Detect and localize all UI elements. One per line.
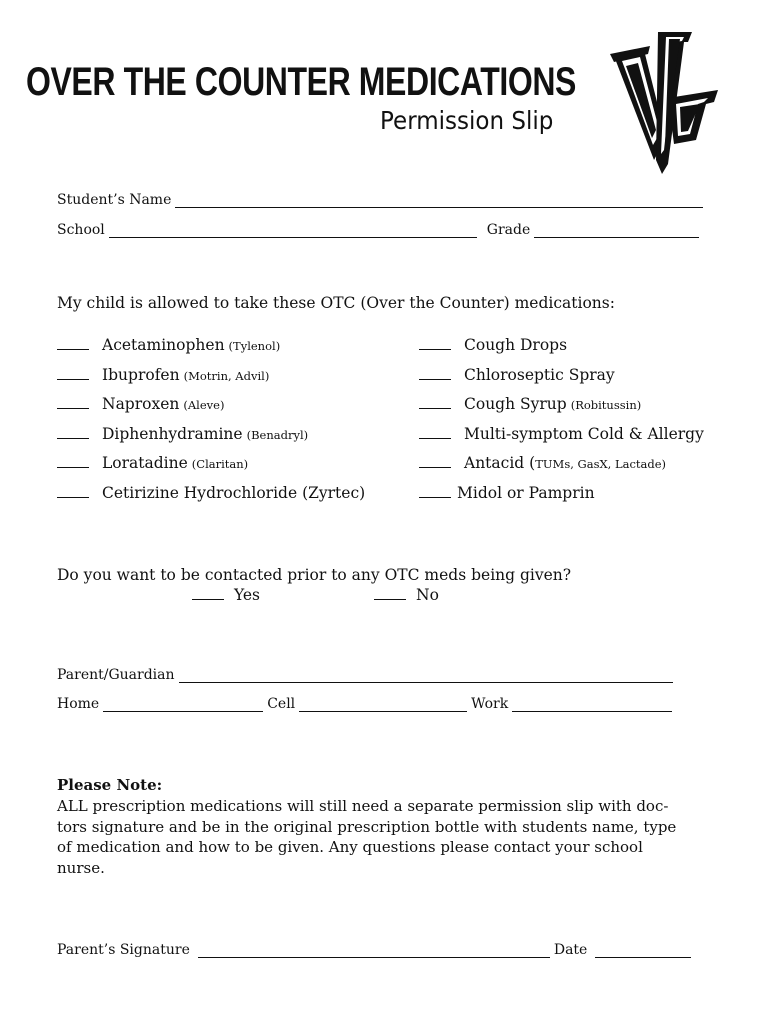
school-field[interactable] <box>57 222 703 238</box>
checkbox-blank[interactable] <box>419 337 451 350</box>
medication-item[interactable]: Naproxen (Aleve) <box>57 395 369 425</box>
school-label: School <box>57 222 105 238</box>
medication-item[interactable]: Antacid ( TUMs, GasX, Lactade) <box>419 454 708 484</box>
form-title: OVER THE COUNTER MEDICATIONS <box>26 60 577 104</box>
cell-label: Cell <box>267 696 296 712</box>
cell-phone-line[interactable] <box>299 697 467 712</box>
checkbox-blank[interactable] <box>57 485 89 498</box>
signature-line[interactable] <box>198 943 550 958</box>
parent-guardian-label: Parent/Guardian <box>57 667 175 683</box>
school-line[interactable] <box>109 223 477 238</box>
note-line: tors signature and be in the original prescription bottle with students name, type <box>57 817 677 836</box>
contact-yes-option[interactable] <box>192 586 260 604</box>
phone-fields <box>57 696 676 712</box>
home-label: Home <box>57 696 100 712</box>
work-phone-line[interactable] <box>512 697 672 712</box>
date-label: Date <box>553 942 588 958</box>
medication-item[interactable]: Diphenhydramine (Benadryl) <box>57 425 369 455</box>
medication-item[interactable]: Loratadine (Claritan) <box>57 454 369 484</box>
student-name-line[interactable] <box>175 193 703 208</box>
home-phone-line[interactable] <box>103 697 263 712</box>
note-body <box>57 796 717 878</box>
signature-row <box>57 942 695 958</box>
note-line: ALL prescription medications will still need a separate permission slip with doc- <box>57 797 669 815</box>
note-heading: Please Note: <box>57 776 163 794</box>
medication-item[interactable]: Acetaminophen (Tylenol) <box>57 336 369 366</box>
contact-question: Do you want to be contacted prior to any OTC meds being given? <box>57 566 572 584</box>
parent-guardian-field[interactable] <box>57 667 677 683</box>
signature-label: Parent’s Signature <box>57 942 190 958</box>
yes-label: Yes <box>234 586 261 604</box>
checkbox-blank[interactable] <box>419 426 451 439</box>
grade-label: Grade <box>486 222 531 238</box>
grade-line[interactable] <box>534 223 699 238</box>
student-name-field[interactable] <box>57 192 707 208</box>
medication-item[interactable]: Cetirizine Hydrochloride (Zyrtec) <box>57 484 369 514</box>
checkbox-blank[interactable] <box>419 367 451 380</box>
note-line: of medication and how to be given. Any questions please contact your school <box>57 838 643 856</box>
form-subtitle: Permission Slip <box>380 106 554 135</box>
medication-item[interactable]: Multi-symptom Cold & Allergy <box>419 425 708 455</box>
checkbox-blank[interactable] <box>419 455 451 468</box>
checkbox-blank[interactable] <box>419 396 451 409</box>
date-line[interactable] <box>595 943 691 958</box>
medications-right-column <box>419 336 708 514</box>
medication-item[interactable]: Ibuprofen (Motrin, Advil) <box>57 366 369 396</box>
yes-blank[interactable] <box>192 587 224 600</box>
checkbox-blank[interactable] <box>57 367 89 380</box>
parent-guardian-line[interactable] <box>179 668 673 683</box>
checkbox-blank[interactable] <box>57 426 89 439</box>
contact-no-option[interactable] <box>374 586 439 604</box>
checkbox-blank[interactable] <box>57 337 89 350</box>
medication-item[interactable]: Midol or Pamprin <box>419 484 708 514</box>
medication-item[interactable]: Cough Syrup (Robitussin) <box>419 395 708 425</box>
school-logo <box>610 28 725 176</box>
student-name-label: Student’s Name <box>57 192 172 208</box>
medication-item[interactable]: Chloroseptic Spray <box>419 366 708 396</box>
checkbox-blank[interactable] <box>419 485 451 498</box>
medication-item[interactable]: Cough Drops <box>419 336 708 366</box>
medication-intro: My child is allowed to take these OTC (Over the Counter) medications: <box>57 294 615 312</box>
no-blank[interactable] <box>374 587 406 600</box>
no-label: No <box>416 586 439 604</box>
checkbox-blank[interactable] <box>57 455 89 468</box>
work-label: Work <box>471 696 509 712</box>
checkbox-blank[interactable] <box>57 396 89 409</box>
note-line: nurse. <box>57 858 105 877</box>
medications-left-column <box>57 336 369 514</box>
